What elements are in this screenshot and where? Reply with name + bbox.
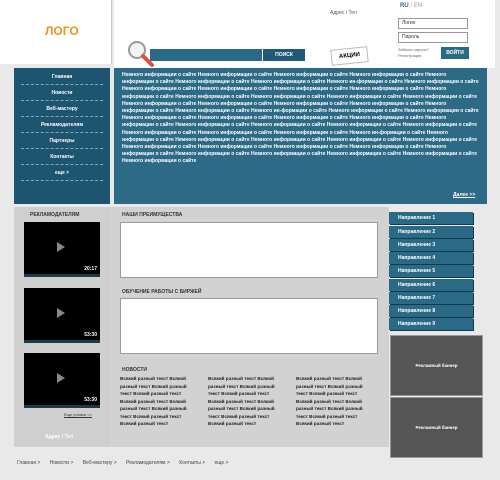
play-icon[interactable]	[57, 242, 65, 252]
direction-button[interactable]: Направление 1	[389, 212, 473, 224]
video-progress-bar[interactable]	[24, 274, 100, 277]
video-duration: 20:17	[84, 266, 97, 272]
direction-button[interactable]: Направление 6	[389, 279, 473, 291]
login-field[interactable]: Логин	[398, 18, 468, 29]
video-progress-bar[interactable]	[24, 405, 100, 408]
auth-links[interactable]	[398, 47, 438, 59]
lang-separator: /	[408, 3, 414, 9]
forgot-password-link[interactable]: Забыли пароль?	[398, 47, 429, 52]
all-videos-link[interactable]: Еще ролики >>	[64, 412, 92, 417]
logo[interactable]: ЛОГО	[45, 24, 79, 38]
direction-button[interactable]: Направление 4	[389, 252, 473, 264]
play-icon[interactable]	[57, 308, 65, 318]
lang-ru[interactable]: RU	[400, 3, 409, 9]
direction-button[interactable]: Направление 3	[389, 239, 473, 251]
news-column[interactable]: Всякий разный текст Всякий разный текст Всякий разный текст Всякий разный текст Всякий разный текст Всякий разный текст Всякий разный текст Всякий разный текст Всякий разный текст	[296, 376, 363, 426]
intro-text: Немного информации о сайте Немного информации о сайте Немного информации о сайте Немного информации о сайте Немного информации о сайте Немного информации о сайте Немного информации о сайте Немного ин-формации о сайте Немного информации о сайте Немного информации о сайте Немного информации о сайте Немного информации о сайте Немного информации о сайте Немного информации о сайте Немного информации о сайте Немного информации о сайте Немного информации о сайте Немного информации о сайте Немного информации о сайте Немного информации о сайте Немного информации о сайте Немного информации о сайте Немного информации о сайте Немного информации о сайте Немного ин-формации о сайте Немного информации о сайте Немного информации о сайте Немного информации о сайте Немного информации о сайте Немного информации о сайте Немного информации о сайте Немного информации о сайте Немного информации о сайте Немного информации о сайте Немного информации о сайте Немного информации о сайте Немного информации о сайте Немного информации о сайте Немного информации о сайте Немного ин-формации о сайте Немного информации о сайте Немного информации о сайте Немного информации о сайте Немного информации о сайте Немного информации о сайте Немного информации о сайте Немного информации о сайте Немного информации о сайте Немного информации о сайте Немного информации о сайте Немного информации о сайте Немного информации о сайте Немного информации о сайте Немного информации о сайте Немного информации о сайте	[114, 68, 487, 204]
footer-link-contacts[interactable]: Контакты >	[179, 460, 206, 466]
footer-link-webmaster[interactable]: Веб-мастеру >	[82, 460, 117, 466]
video-thumbnail[interactable]	[24, 222, 100, 274]
ad-banner[interactable]: Рекламный баннер	[390, 397, 483, 458]
video-duration: 53:30	[84, 332, 97, 338]
nav-item-advertisers[interactable]: Рекламодателям	[21, 120, 103, 133]
sidebar-nav	[14, 68, 110, 204]
video-thumbnail[interactable]	[24, 288, 100, 340]
advantages-box	[120, 222, 378, 278]
footer-link-advertisers[interactable]: Рекламодателям >	[126, 460, 170, 466]
nav-item-more[interactable]: еще >	[21, 168, 103, 181]
promo-tag[interactable]: АКЦИИ	[330, 46, 368, 66]
nav-item-partners[interactable]: Партнеры	[21, 136, 103, 149]
advertisers-title: РЕКЛАМОДАТЕЛЯМ	[30, 212, 80, 218]
footer-link-more[interactable]: еще >	[214, 460, 229, 466]
language-switcher[interactable]	[400, 3, 422, 9]
nav-item-home[interactable]: Главная	[21, 72, 103, 85]
footer-nav	[17, 460, 236, 466]
training-box	[120, 298, 378, 354]
lang-en[interactable]: EN	[413, 3, 423, 9]
news-column[interactable]: Всякий разный текст Всякий разный текст Всякий разный текст Всякий разный текст Всякий разный текст Всякий разный текст Всякий разный текст Всякий разный текст Всякий разный текст	[208, 376, 275, 426]
news-title: НОВОСТИ	[122, 367, 148, 373]
footer-address: Адрес / Тел	[45, 434, 74, 440]
direction-button[interactable]: Направление 9	[389, 318, 473, 330]
nav-item-webmaster[interactable]: Веб-мастеру	[21, 104, 103, 117]
header-address: Адрес / Тел	[330, 10, 357, 16]
training-title: ОБУЧЕНИЕ РАБОТЫ С БИРЖЕЙ	[122, 289, 202, 295]
video-duration: 53:30	[84, 397, 97, 403]
direction-button[interactable]: Направление 8	[389, 305, 473, 317]
search-input[interactable]	[150, 49, 262, 61]
more-link[interactable]: Далее >>	[453, 192, 476, 198]
direction-button[interactable]: Направление 5	[389, 265, 473, 277]
ad-banner[interactable]: Рекламный баннер	[390, 335, 483, 396]
login-button[interactable]: ВОЙТИ	[441, 47, 469, 59]
news-column[interactable]: Всякий разный текст Всякий разный текст Всякий разный текст Всякий разный текст Всякий разный текст Всякий разный текст Всякий разный текст Всякий разный текст Всякий разный текст	[120, 376, 187, 426]
nav-item-contacts[interactable]: Контакты	[21, 152, 103, 165]
footer-link-home[interactable]: Главная >	[17, 460, 41, 466]
register-link[interactable]: Регистрация	[398, 53, 422, 58]
advantages-title: НАШИ ПРЕИМУЩЕСТВА	[122, 212, 183, 218]
video-thumbnail[interactable]	[24, 353, 100, 405]
video-progress-bar[interactable]	[24, 340, 100, 343]
logo-panel	[0, 0, 112, 64]
nav-item-news[interactable]: Новости	[21, 88, 103, 101]
search-button[interactable]: ПОИСК	[263, 49, 305, 61]
password-field[interactable]: Пароль	[398, 32, 468, 43]
direction-button[interactable]: Направление 7	[389, 292, 473, 304]
footer-link-news[interactable]: Новости >	[49, 460, 74, 466]
play-icon[interactable]	[57, 373, 65, 383]
direction-button[interactable]: Направление 2	[389, 226, 473, 238]
